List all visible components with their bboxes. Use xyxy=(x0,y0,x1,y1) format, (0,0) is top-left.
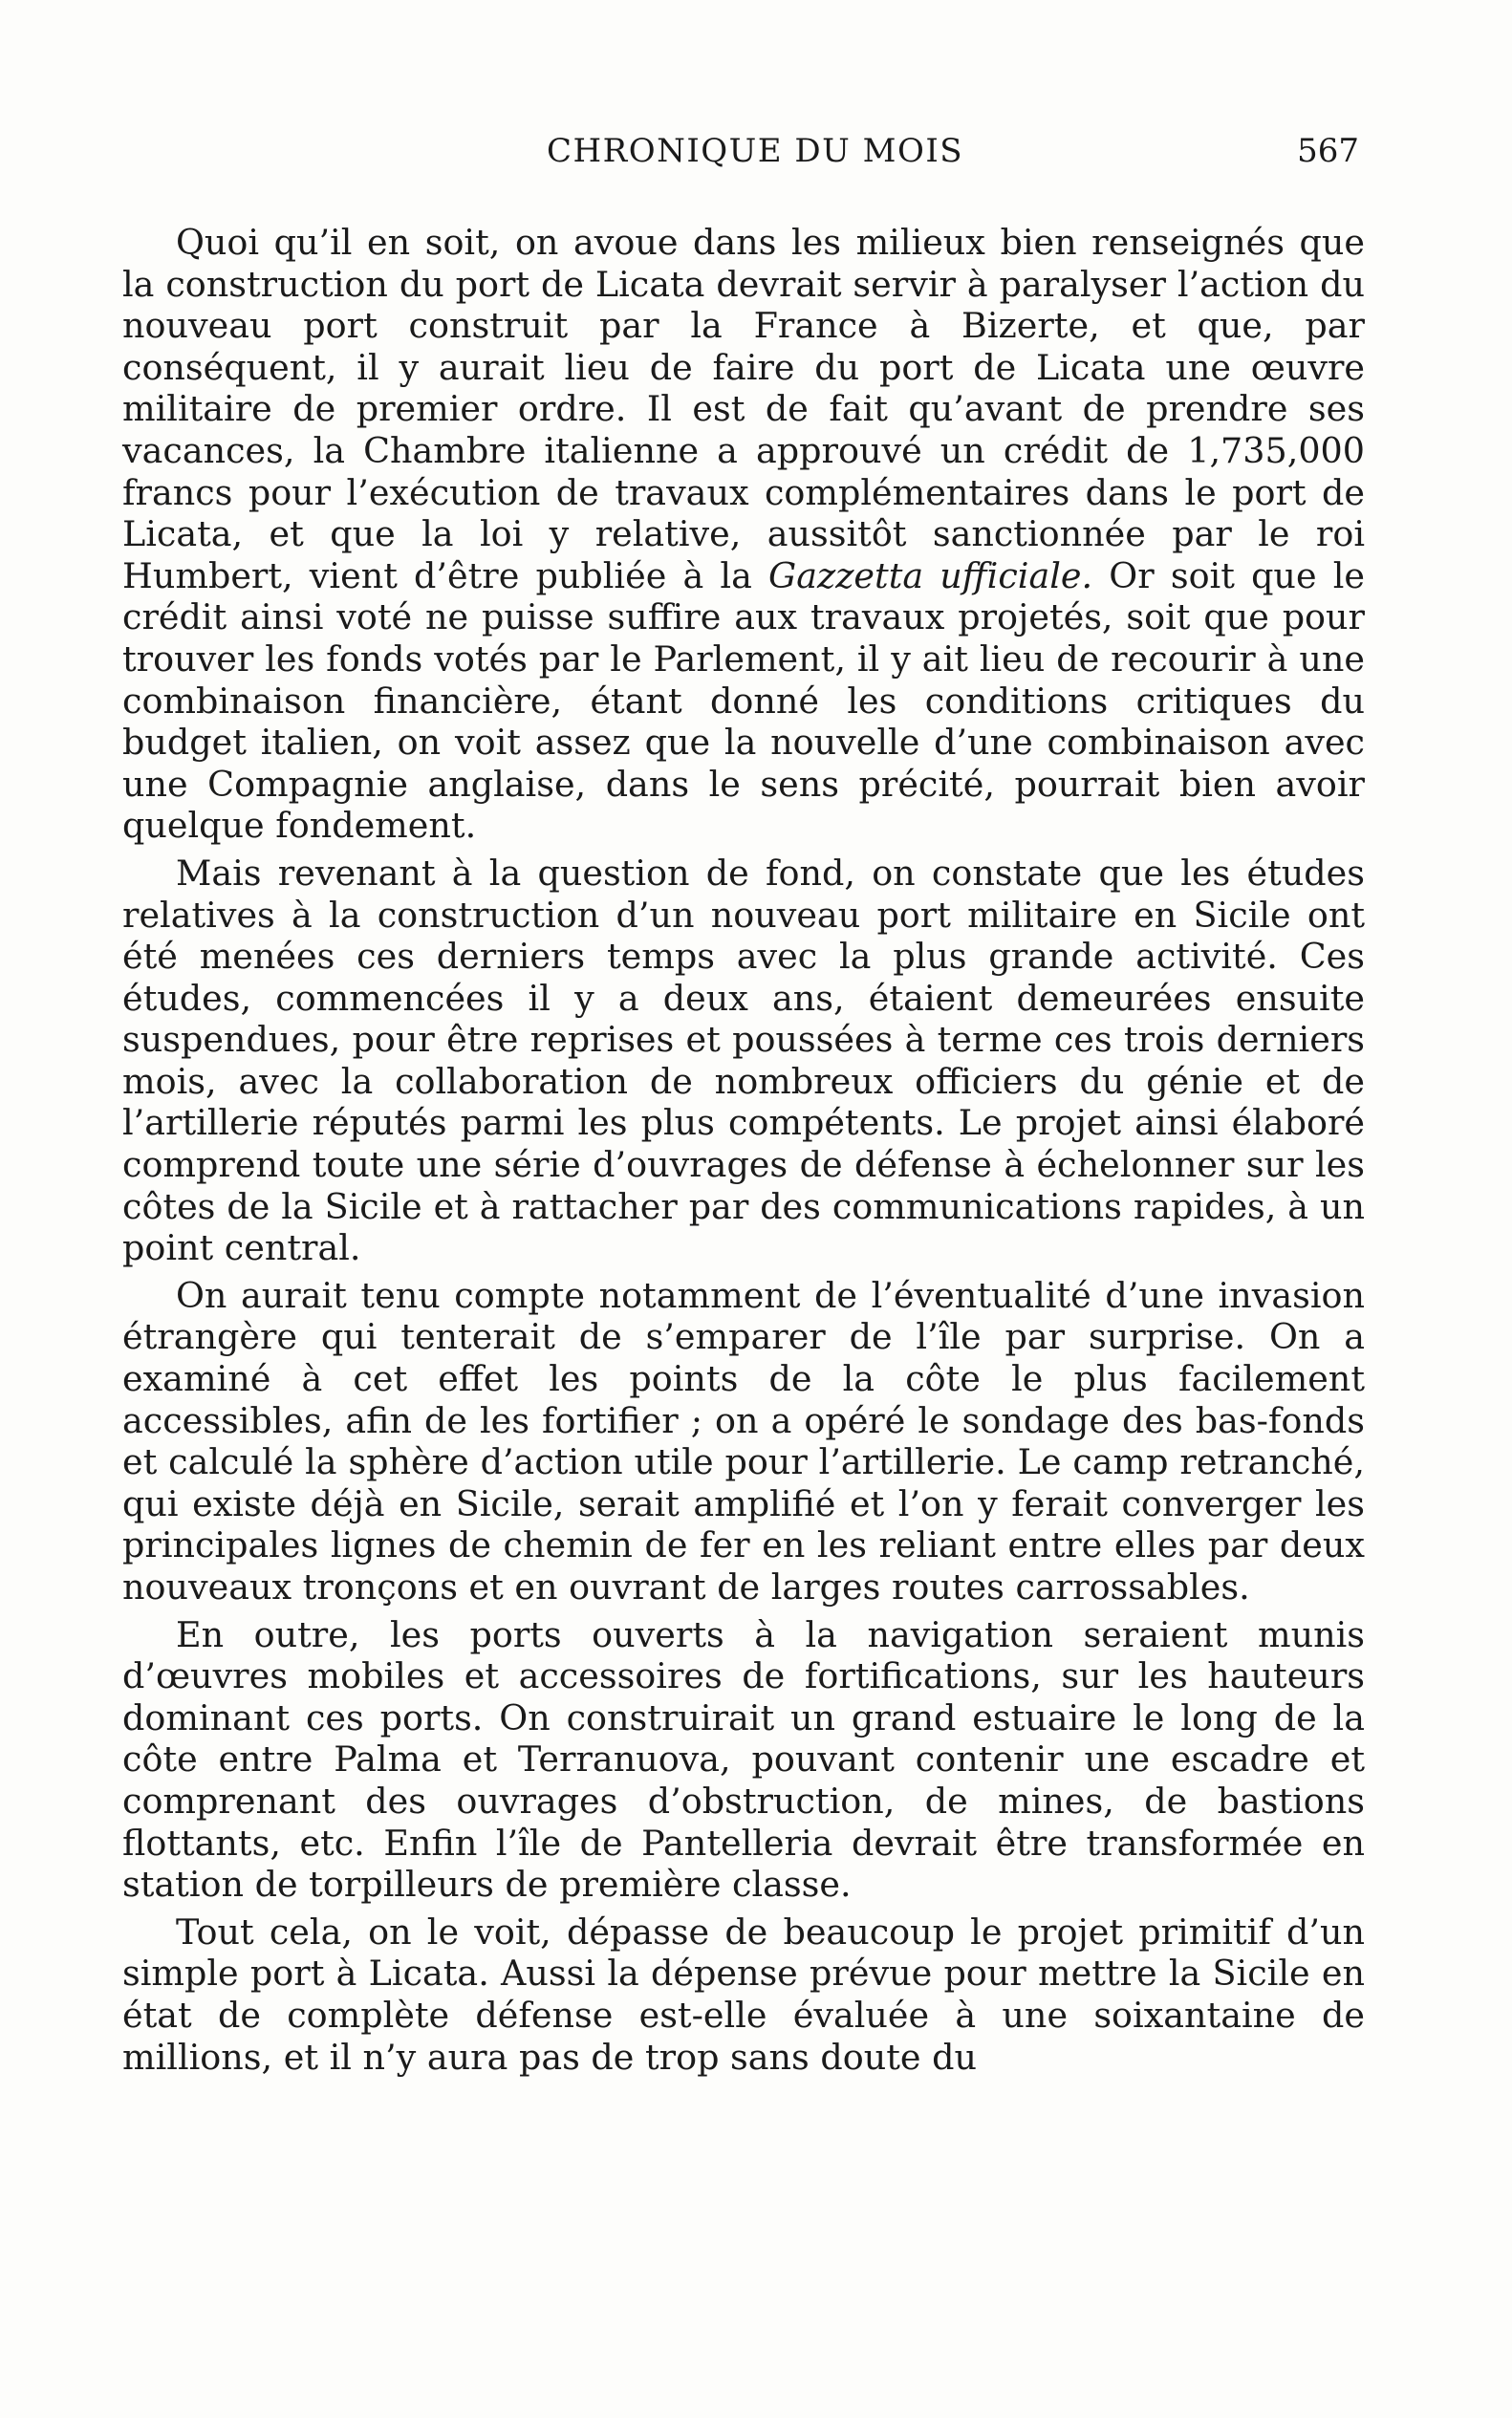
gazette-title: Gazzetta ufficiale. xyxy=(768,554,1093,596)
paragraph-5: Tout cela, on le voit, dépasse de beaucoup le projet primitif d’un simple port à Licata. Aussi la dépense prévue pour mettre la Sicile en état de complète défense est-elle évaluée à une soixantaine de millions, et il n’y aura pas de trop sans doute du xyxy=(122,1911,1365,2078)
paragraph-2: Mais revenant à la question de fond, on constate que les études relatives à la construction d’un nouveau port militaire en Sicile ont été menées ces derniers temps avec la plus grande activité. Ces études, commencées il y a deux ans, étaient demeurées ensuite suspendues, pour être reprises et poussées à terme ces trois derniers mois, avec la collaboration de nombreux officiers du génie et de l’artillerie réputés parmi les plus compétents. Le projet ainsi élaboré comprend toute une série d’ouvrages de défense à échelonner sur les côtes de la Sicile et à rattacher par des communications rapides, à un point central. xyxy=(122,852,1365,1269)
body-text xyxy=(122,222,1365,2078)
running-head xyxy=(143,132,1367,180)
paragraph-3: On aurait tenu compte notamment de l’éventualité d’une invasion étrangère qui tenterait de s’emparer de l’île par surprise. On a examiné à cet effet les points de la côte le plus facilement accessibles, afin de les fortifier ; on a opéré le sondage des bas-fonds et calculé la sphère d’action utile pour l’artillerie. Le camp retranché, qui existe déjà en Sicile, serait amplifié et l’on y ferait converger les principales lignes de chemin de fer en les reliant entre elles par deux nouveaux tronçons et en ouvrant de larges routes carrossables. xyxy=(122,1274,1365,1608)
paragraph-1 xyxy=(122,222,1365,847)
page-number: 567 xyxy=(1297,132,1359,170)
running-title: CHRONIQUE DU MOIS xyxy=(546,132,964,170)
paragraph-4: En outre, les ports ouverts à la navigation seraient munis d’œuvres mobiles et accessoires de fortifications, sur les hauteurs dominant ces ports. On construirait un grand estuaire le long de la côte entre Palma et Terranuova, pouvant contenir une escadre et comprenant des ouvrages d’obstruction, de mines, de bastions flottants, etc. Enfin l’île de Pantelleria devrait être transformée en station de torpilleurs de première classe. xyxy=(122,1613,1365,1906)
paragraph-1-text-b: Or soit que le crédit ainsi voté ne puisse suffire aux travaux projetés, soit que pour trouver les fonds votés par le Parlement, il y ait lieu de recourir à une combinaison financière, étant donné les conditions critiques du budget italien, on voit assez que la nouvelle d’une combinaison avec une Compagnie anglaise, dans le sens précité, pourrait bien avoir quelque fondement. xyxy=(122,554,1365,847)
paragraph-1-text-a: Quoi qu’il en soit, on avoue dans les milieux bien renseignés que la construction du port de Licata devrait servir à paralyser l’action du nouveau port construit par la France à Bizerte, et que, par conséquent, il y aurait lieu de faire du port de Licata une œuvre militaire de premier ordre. Il est de fait qu’avant de prendre ses vacances, la Chambre italienne a approuvé un crédit de 1,735,000 francs pour l’exécution de travaux complémentaires dans le port de Licata, et que la loi y relative, aussitôt sanctionnée par le roi Humbert, vient d’être publiée à la xyxy=(122,222,1365,596)
